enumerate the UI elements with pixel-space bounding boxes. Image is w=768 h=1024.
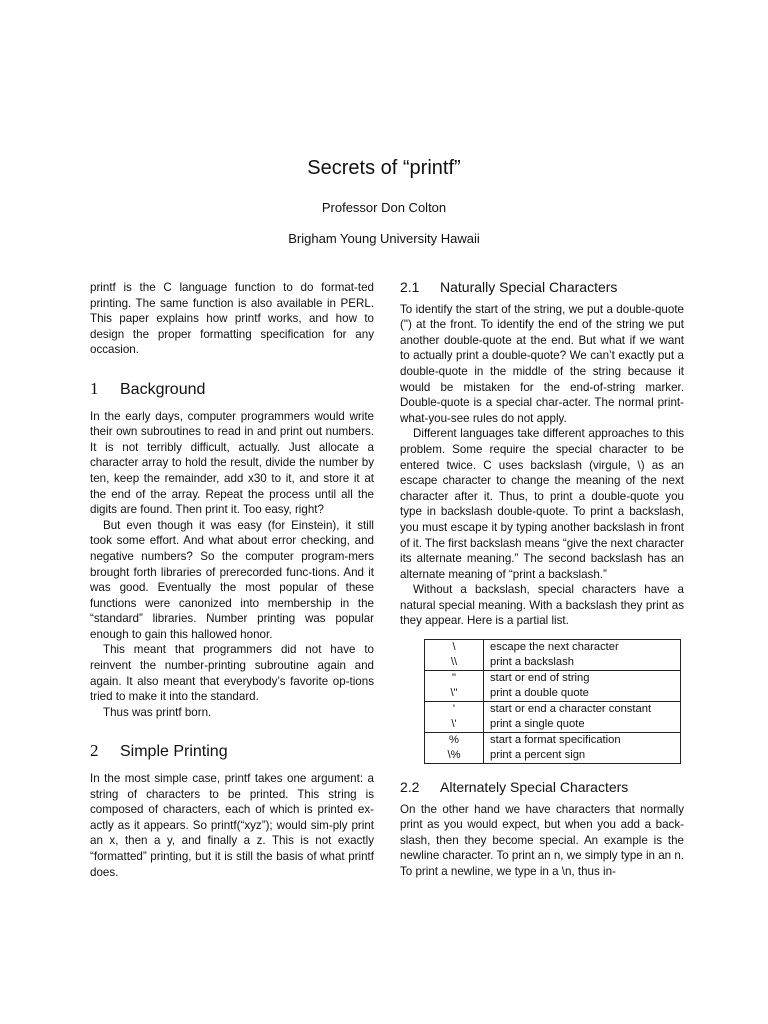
description-cell: start or end of string (484, 671, 681, 687)
symbol-cell: ' (425, 702, 484, 718)
paragraph: To identify the start of the string, we put a double-quote (") at the front. To identify the end of the string we put another double-quote at the end. But what if we want to actually print a double-quote? We can’t exactly put a double-quote in the middle of the string because it would be mistaken for the end-of-string marker. Double-quote is a special char-acter. The normal print-what-you-see rules do not apply. (400, 302, 684, 425)
description-cell: print a percent sign (484, 748, 681, 764)
table-row (425, 748, 681, 764)
symbol-cell: \ (425, 640, 484, 656)
symbol-cell: \" (425, 686, 484, 702)
section-number: 2 (90, 741, 99, 761)
section-1-heading (90, 378, 374, 398)
description-cell: print a double quote (484, 686, 681, 702)
author-name: Professor Don Colton (321, 200, 447, 215)
section-title: Alternately Special Characters (440, 779, 629, 796)
section-number: 2.2 (400, 779, 420, 796)
section-2-2-heading (400, 780, 684, 796)
paragraph: This meant that programmers did not have to reinvent the number-printing subroutine again and again. It also meant that everybody’s favorite op-tions tried to make it into the standard. (90, 643, 374, 704)
table-row (425, 671, 681, 687)
section-number: 1 (90, 378, 99, 398)
symbol-cell: \% (425, 748, 484, 764)
section-2-heading (90, 743, 374, 760)
abstract: printf is the C language function to do format-ted printing. The same function is also available in PERL. This paper explains how printf works, and how to design the proper formatting specification for any occasion. (90, 281, 374, 357)
section-title: Background (120, 380, 206, 398)
left-column (90, 280, 374, 880)
symbol-cell: \' (425, 717, 484, 733)
description-cell: print a backslash (484, 655, 681, 671)
paper-title: Secrets of “printf” (307, 157, 461, 179)
paragraph: But even though it was easy (for Einstein), it still took some effort. And what about error checking, and negative numbers? So the computer program-mers brought forth libraries of prerecorded func-tions. And it was good. Eventually the most popular of these functions were canonized into membership in the “standard” libraries. Number printing was popular enough to gain this hallowed honor. (90, 518, 374, 641)
paragraph: Different languages take different approaches to this problem. Some require the special character to be entered twice. C uses backslash (virgule, \) as an escape character to change the meaning of the next character after it. Thus, to print a double-quote you type in backslash double-quote. To print a backslash, you must escape it by typing another backslash in front of it. The first backslash means “give the next character its alternate meaning.” The second backslash has an alternate meaning of “print a backslash.” (400, 427, 684, 581)
escape-character-table (424, 639, 681, 764)
description-cell: start or end a character constant (484, 702, 681, 718)
table-row (425, 717, 681, 733)
table-row (425, 702, 681, 718)
description-cell: start a format specification (484, 733, 681, 749)
affiliation: Brigham Young University Hawaii (288, 231, 480, 246)
table-row (425, 686, 681, 702)
description-cell: print a single quote (484, 717, 681, 733)
symbol-cell: % (425, 733, 484, 749)
table-row (425, 733, 681, 749)
section-title: Simple Printing (120, 743, 228, 761)
table-row (425, 655, 681, 671)
paragraph: On the other hand we have characters that normally print as you would expect, but when you add a back-slash, then they become special. An example is the newline character. To print an n, we simply type in an n. To print a newline, we type in a \n, thus in- (400, 802, 684, 879)
right-column (400, 280, 684, 880)
table-row (425, 640, 681, 656)
symbol-cell: \\ (425, 655, 484, 671)
description-cell: escape the next character (484, 640, 681, 656)
symbol-cell: " (425, 671, 484, 687)
paragraph: In the most simple case, printf takes one argument: a string of characters to be printed. This string is composed of characters, each of which is printed ex-actly as it appears. So printf(“xyz”); would sim-ply print an x, then a y, and finally a z. This is not exactly “formatted” printing, but it is still the basis of what printf does. (90, 772, 374, 879)
section-2-1-heading (400, 280, 684, 296)
section-number: 2.1 (400, 279, 420, 295)
paragraph: Thus was printf born. (103, 705, 212, 719)
paragraph: In the early days, computer programmers would write their own subroutines to read in and print out numbers. It is not terribly difficult, actually. Just allocate a character array to hold the result, divide the number by ten, keep the remainder, add x30 to it, and store it at the end of the array. Repeat the process until all the digits are found. Then print it. Too easy, right? (90, 409, 374, 517)
paragraph: Without a backslash, special characters have a natural special meaning. With a backslash they print as they appear. Here is a partial list. (400, 583, 684, 628)
section-title: Naturally Special Characters (440, 279, 618, 295)
